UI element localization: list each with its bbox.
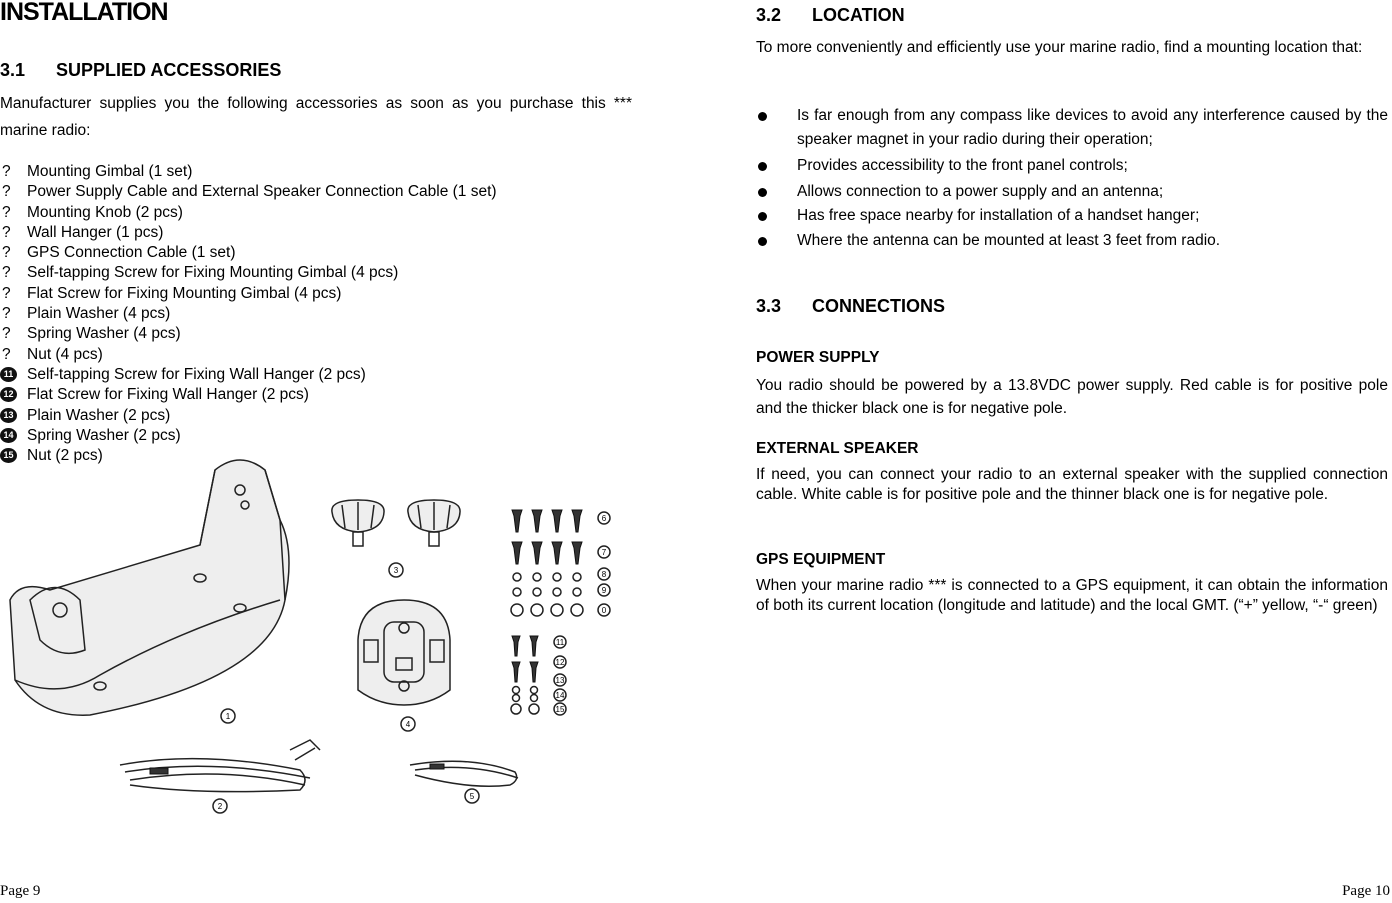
- section-title: LOCATION: [812, 5, 905, 25]
- illustration-label: 13: [555, 676, 565, 685]
- illustration-label: 12: [555, 658, 565, 667]
- illustration-label: 2: [217, 802, 223, 811]
- bullet-icon: [758, 162, 767, 171]
- circled-number-icon: 12: [0, 387, 17, 402]
- bullet-icon: [758, 212, 767, 221]
- illustration-label: 7: [601, 548, 607, 557]
- bullet-icon: [758, 188, 767, 197]
- illustration-label: 3: [393, 566, 399, 575]
- external-speaker-heading: EXTERNAL SPEAKER: [756, 440, 919, 457]
- illustration-label: 0: [601, 606, 607, 615]
- list-item: Provides accessibility to the front panel controls;: [756, 154, 1388, 180]
- mounting-knobs-drawing: [332, 500, 460, 546]
- accessories-intro: Manufacturer supplies you the following accessories as soon as you purchase this *** marine radio:: [0, 95, 632, 139]
- section-heading-location: [756, 5, 905, 26]
- power-supply-text: You radio should be powered by a 13.8VDC power supply. Red cable is for positive pole and the thicker black one is for negative pole.: [756, 377, 1388, 417]
- section-heading-supplied-accessories: [0, 60, 281, 81]
- illustration-label: 5: [469, 792, 475, 801]
- accessories-list: [0, 162, 497, 466]
- list-item: Has free space nearby for installation of a handset hanger;: [756, 204, 1388, 229]
- circled-number-icon: 13: [0, 408, 17, 423]
- section-number: 3.1: [0, 60, 26, 80]
- list-item: ? Mounting Knob (2 pcs): [2, 203, 183, 221]
- list-item: Allows connection to a power supply and an antenna;: [756, 180, 1388, 204]
- wall-hanger-drawing: [358, 600, 450, 705]
- gps-equipment-heading: GPS EQUIPMENT: [756, 551, 886, 568]
- gps-equipment-text: When your marine radio *** is connected to a GPS equipment, it can obtain the information of both its current location (longitude and latitude) and the local GMT. (“+” yellow, “-“ green): [756, 577, 1388, 614]
- illustration-label: 1: [225, 712, 231, 721]
- mounting-gimbal-drawing: [10, 460, 289, 715]
- list-item: 11 Self-tapping Screw for Fixing Wall Hanger (2 pcs): [0, 365, 497, 385]
- illustration-label: 14: [555, 691, 565, 700]
- hardware-drawing: [511, 510, 583, 714]
- list-item: ? Spring Washer (4 pcs): [2, 325, 181, 343]
- page-title: INSTALLATION: [0, 0, 168, 26]
- circled-number-icon: 14: [0, 428, 17, 443]
- bullet-icon: [758, 112, 767, 121]
- page-number-left: Page 9: [0, 883, 41, 899]
- location-intro: To more conveniently and efficiently use your marine radio, find a mounting location that:: [756, 39, 1363, 56]
- circled-number-icon: 11: [0, 367, 17, 382]
- list-item: 15 Nut (2 pcs): [0, 446, 497, 466]
- list-item: 13 Plain Washer (2 pcs): [0, 406, 497, 426]
- gps-cable-drawing: [410, 761, 518, 786]
- illustration-label: 6: [601, 514, 607, 523]
- power-supply-heading: POWER SUPPLY: [756, 349, 880, 366]
- bullet-icon: [758, 237, 767, 246]
- right-page: [756, 0, 1392, 903]
- section-heading-connections: [756, 296, 945, 317]
- illustration-label: 9: [601, 586, 607, 595]
- page-number-right: Page 10: [1342, 883, 1390, 899]
- list-item: Is far enough from any compass like devices to avoid any interference caused by the speaker magnet in your radio during their operation;: [756, 104, 1388, 154]
- list-item: 12 Flat Screw for Fixing Wall Hanger (2 pcs): [0, 385, 497, 405]
- illustration-label: 11: [555, 638, 565, 647]
- section-title: SUPPLIED ACCESSORIES: [56, 60, 282, 80]
- illustration-label: 8: [601, 570, 607, 579]
- list-item: ? GPS Connection Cable (1 set): [2, 244, 236, 262]
- left-page: [0, 0, 640, 903]
- list-item: ? Self-tapping Screw for Fixing Mounting Gimbal (4 pcs): [2, 264, 399, 282]
- section-number: 3.3: [756, 296, 782, 316]
- section-title: CONNECTIONS: [812, 296, 946, 316]
- list-item: ? Wall Hanger (1 pcs): [2, 223, 164, 241]
- accessories-illustration: [0, 450, 620, 830]
- list-item: ? Nut (4 pcs): [2, 345, 103, 363]
- list-item: ? Power Supply Cable and External Speaker Connection Cable (1 set): [2, 183, 497, 201]
- list-item: ? Mounting Gimbal (1 set): [2, 163, 193, 180]
- location-criteria-list: [756, 104, 1388, 253]
- external-speaker-text: If need, you can connect your radio to an external speaker with the supplied connection cable. White cable is for positive pole and the thinner black one is for negative pole.: [756, 466, 1388, 503]
- list-item: 14 Spring Washer (2 pcs): [0, 426, 497, 446]
- power-cable-drawing: [120, 740, 320, 792]
- section-number: 3.2: [756, 5, 782, 25]
- illustration-label: 4: [405, 720, 411, 729]
- list-item: ? Flat Screw for Fixing Mounting Gimbal (4 pcs): [2, 284, 342, 302]
- list-item: ? Plain Washer (4 pcs): [2, 305, 171, 323]
- circled-number-icon: 15: [0, 448, 17, 463]
- list-item: Where the antenna can be mounted at least 3 feet from radio.: [756, 229, 1388, 253]
- illustration-label: 15: [555, 705, 565, 714]
